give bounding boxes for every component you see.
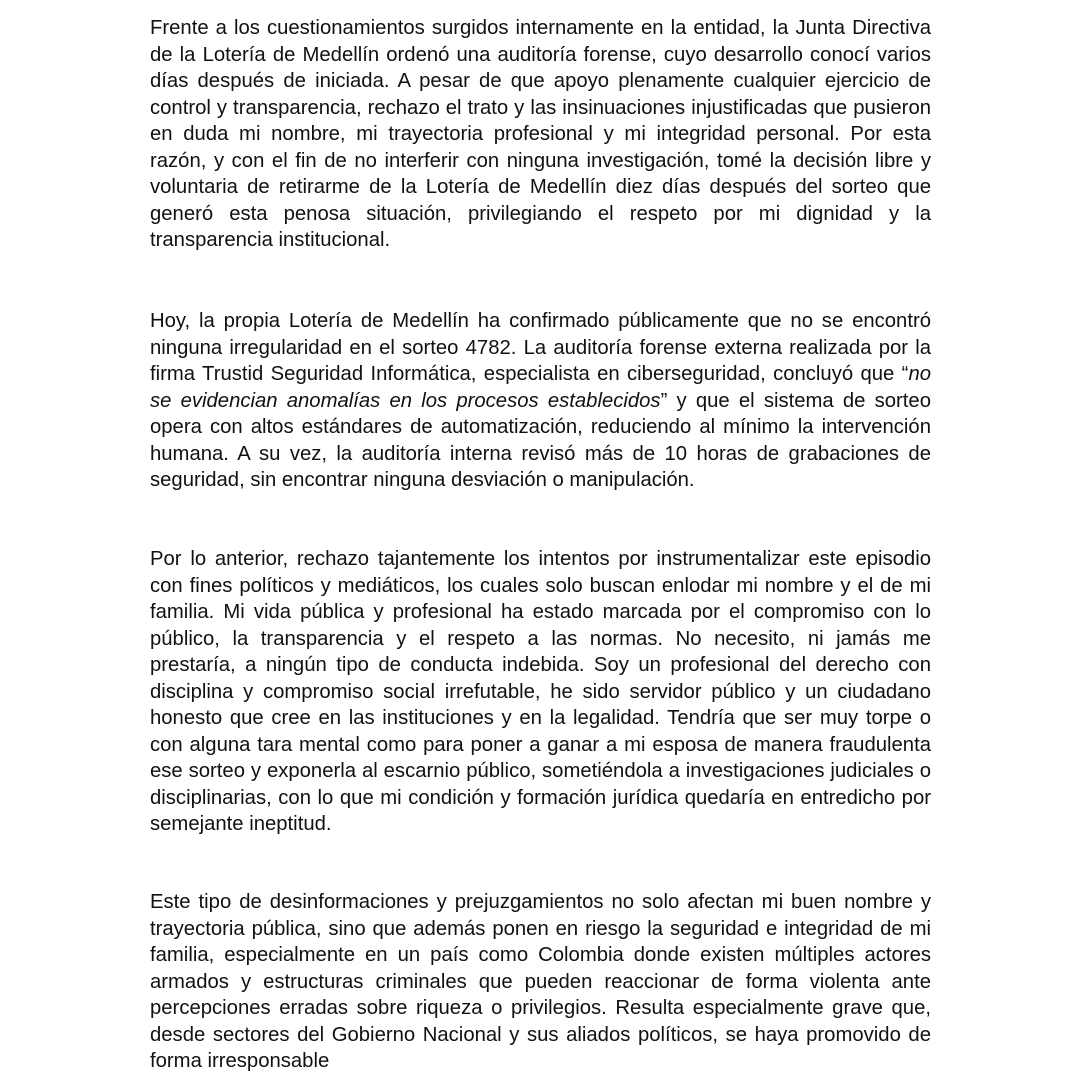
paragraph-family-risk: Este tipo de desinformaciones y prejuzgamientos no solo afectan mi buen nombre y trayectoria pública, sino que además ponen en riesgo la seguridad e integridad de mi familia, especialmente en un país como Colombia donde existen múltiples actores armados y estructuras criminales que pueden reaccionar de forma violenta ante percepciones erradas sobre riqueza o privilegios. Resulta especialmente grave que, desde sectores del Gobierno Nacional y sus aliados políticos, se haya promovido de forma irresponsable [150,891,931,1073]
audit-conclusion-quote: no se evidencian anomalías en los procesos establecidos [150,363,931,412]
paragraph-audit-results-intro: Hoy, la propia Lotería de Medellín ha confirmado públicamente que no se encontró ninguna irregularidad en el sorteo 4782. La auditoría forense externa realizada por la firma Trustid Seguridad Informática, especialista en ciberseguridad, concluyó que “ [150,310,931,386]
paragraph-audit-and-resignation: Frente a los cuestionamientos surgidos internamente en la entidad, la Junta Directiva de la Lotería de Medellín ordenó una auditoría forense, cuyo desarrollo conocí varios días después de iniciada. A pesar de que apoyo plenamente cualquier ejercicio de control y transparencia, rechazo el trato y las insinuaciones injustificadas que pusieron en duda mi nombre, mi trayectoria profesional y mi integridad personal. Por esta razón, y con el fin de no interferir con ninguna investigación, tomé la decisión libre y voluntaria de retirarme de la Lotería de Medellín diez días después del sorteo que generó esta penosa situación, privilegiando el respeto por mi dignidad y la transparencia institucional. [150,17,931,252]
paragraph-audit-results-rest: ” y que el sistema de sorteo opera con altos estándares de automatización, reduciendo al mínimo la intervención humana. A su vez, la auditoría interna revisó más de 10 horas de grabaciones de seguridad, sin encontrar ninguna desviación o manipulación. [150,389,931,492]
paragraph-audit-results [150,308,931,494]
paragraph-rejection-statement: Por lo anterior, rechazo tajantemente los intentos por instrumentalizar este episodio con fines políticos y mediáticos, los cuales solo buscan enlodar mi nombre y el de mi familia. Mi vida pública y profesional ha estado marcada por el compromiso con lo público, la transparencia y el respeto a las normas. No necesito, ni jamás me prestaría, a ningún tipo de conducta indebida. Soy un profesional del derecho con disciplina y compromiso social irrefutable, he sido servidor público y un ciudadano honesto que cree en las instituciones y en la legalidad. Tendría que ser muy torpe o con alguna tara mental como para poner a ganar a mi esposa de manera fraudulenta ese sorteo y exponerla al escarnio público, sometiéndola a investigaciones judiciales o disciplinarias, con lo que mi condición y formación jurídica quedaría en entredicho por semejante ineptitud. [150,548,931,836]
